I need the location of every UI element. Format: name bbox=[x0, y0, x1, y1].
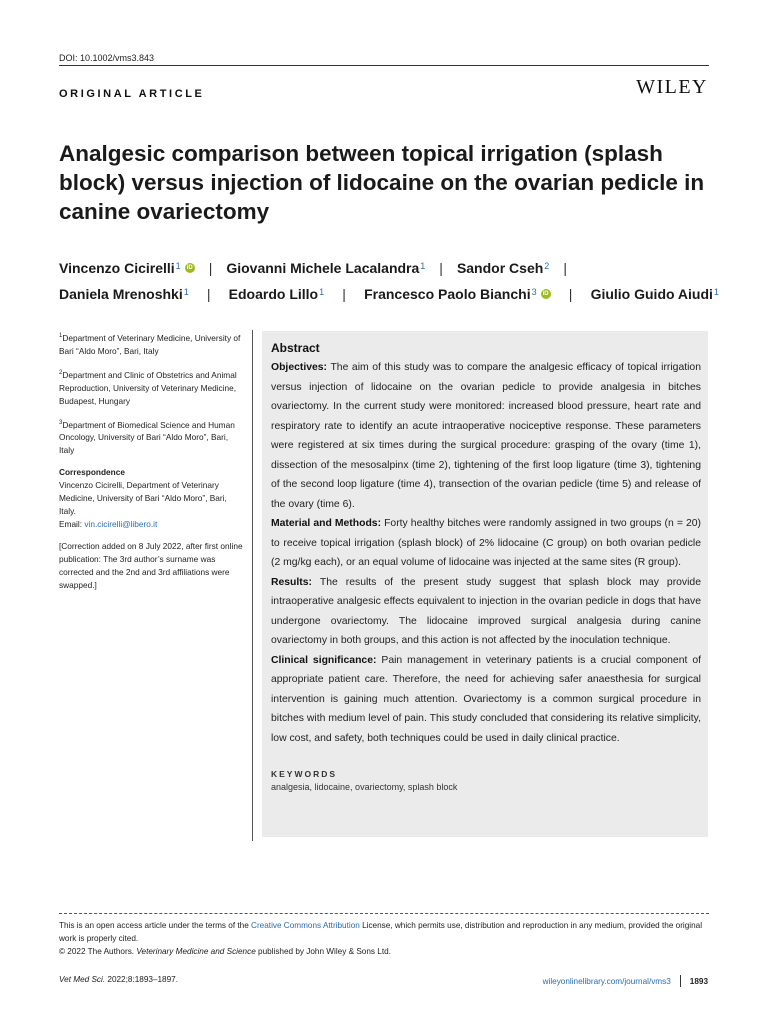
abstract-objectives: Objectives: The aim of this study was to compare the analgesic efficacy of topical irrigation versus injection of lidocaine on the ovarian pedicle to provide analgesia in bitches ovariectomy. In the current study were monitored: increased blood pressure, heart rate and respiratory rate to identify an acute intraoperative nociceptive response. These parameters were registered at six times during the surgical procedure: grasping of the ovary (time 1), dissection of the mesosalpinx (time 2), tightening of the first loop ligature (time 3), tightening of the second loop ligature (time 4), transection of the ovarian pedicle (time 5) and release of the ovary (time 6). bbox=[271, 362, 701, 510]
publisher-logo: WILEY bbox=[636, 76, 708, 98]
keywords-heading: KEYWORDS bbox=[271, 769, 338, 779]
copyright: © 2022 The Authors. Veterinary Medicine and Science published by John Wiley & Sons Ltd. bbox=[59, 947, 391, 956]
author-line-2 bbox=[59, 281, 719, 307]
author[interactable]: Edoardo Lillo $^1$ bbox=[228, 286, 325, 302]
orcid-icon[interactable]: iD bbox=[542, 291, 549, 297]
correspondence-email: Email: vin.cicirelli@libero.it bbox=[59, 519, 158, 530]
footer-divider bbox=[680, 975, 681, 987]
email-link[interactable]: vin.cicirelli@libero.it bbox=[84, 519, 158, 530]
affiliation: $^3$Department of Biomedical Science and Human Oncology, University of Bari “Aldo Moro”, Bari, Italy bbox=[59, 419, 235, 456]
abstract-significance: Clinical significance: Pain management in veterinary patients is a crucial component of appropriate patient care. Therefore, the need for achieving safer anaesthesia for surgical intervention is gaining much attention. Ovariectomy is a common surgical procedure in bitches with medium level of pain. This study concluded that considering its relative simplicity, low cost, and safety, both techniques could be used in daily clinical practice. bbox=[271, 654, 701, 744]
author-separator: | bbox=[342, 286, 346, 302]
license-link[interactable]: Creative Commons Attribution bbox=[251, 921, 360, 930]
author-line-1 bbox=[59, 255, 719, 281]
author-separator: | bbox=[568, 286, 573, 302]
correspondence-heading: Correspondence bbox=[59, 467, 125, 478]
abstract-results: Results: The results of the present study suggest that splash block may provide intraoperative analgesic effects equivalent to injection in the ovarian pedicle in dogs that have undergone ovariectomy. The lidocaine improved surgical analgesia during canine ovariectomy in both groups, and this action is not affected by the inoculation technique. bbox=[271, 576, 701, 646]
author[interactable]: Giovanni Michele Lacalandra $^1$ bbox=[226, 260, 426, 276]
affiliation: $^1$Department of Veterinary Medicine, University of Bari “Aldo Moro”, Bari, Italy bbox=[59, 332, 241, 356]
article-title: Analgesic comparison between topical irrigation (splash block) versus injection of lidocaine on the ovarian pedicle in canine ovariectomy bbox=[59, 141, 705, 224]
author[interactable]: Daniela Mrenoshki $^1$ bbox=[59, 286, 189, 302]
author-separator: | bbox=[563, 260, 567, 276]
affiliations-column bbox=[59, 330, 245, 601]
footnote-rule bbox=[59, 913, 709, 914]
correspondence-text: Vincenzo Cicirelli, Department of Veterinary Medicine, University of Bari “Aldo Moro”, Bari, Italy. bbox=[59, 480, 227, 517]
orcid-icon[interactable]: iD bbox=[186, 265, 193, 271]
abstract bbox=[271, 340, 701, 794]
author[interactable]: Vincenzo Cicirelli $^1$ iD bbox=[59, 260, 193, 276]
top-rule bbox=[59, 65, 709, 66]
author[interactable]: Sandor Cseh $^2$ bbox=[456, 260, 550, 276]
affiliation: $^2$Department and Clinic of Obstetrics and Animal Reproduction, University of Veterinary Medicine, Budapest, Hungary bbox=[59, 369, 237, 406]
citation: Vet Med Sci. 2022;8:1893–1897. bbox=[59, 975, 178, 984]
keywords: analgesia, lidocaine, ovariectomy, splash block bbox=[271, 782, 458, 792]
author[interactable]: Giulio Guido Aiudi $^1$ bbox=[590, 286, 719, 302]
author-separator: | bbox=[208, 260, 213, 276]
column-divider bbox=[252, 330, 253, 841]
abstract-heading: Abstract bbox=[271, 341, 320, 355]
author[interactable]: Francesco Paolo Bianchi $^3$ iD bbox=[364, 286, 549, 302]
doi: DOI: 10.1002/vms3.843 bbox=[59, 53, 155, 63]
abstract-methods: Material and Methods: Forty healthy bitches were randomly assigned in two groups (n = 20) to receive topical irrigation (splash block) of 2% lidocaine (C group) on both ovarian pedicle (2 mg/kg each), or an equal volume of lidocaine was injected at the same sites (R group). bbox=[271, 518, 701, 568]
journal-link[interactable]: wileyonlinelibrary.com/journal/vms3 bbox=[542, 976, 671, 986]
author-separator: | bbox=[206, 286, 211, 302]
license-note: This is an open access article under the terms of the Creative Commons Attribution License, which permits use, distribution and reproduction in any medium, provided the original work is properly cited. © 2022 The Authors. Veterinary Medicine and Science published by John Wiley & Sons Ltd. bbox=[59, 919, 719, 958]
page-number: 1893 bbox=[689, 976, 708, 986]
article-type: ORIGINAL ARTICLE bbox=[59, 88, 205, 100]
footer-right bbox=[543, 975, 708, 987]
correction-note: [Correction added on 8 July 2022, after first online publication: The 3rd author’s surname was corrected and the 2nd and 3rd affiliations were swapped.] bbox=[59, 541, 243, 591]
author-list bbox=[59, 255, 719, 307]
author-separator: | bbox=[439, 260, 443, 276]
